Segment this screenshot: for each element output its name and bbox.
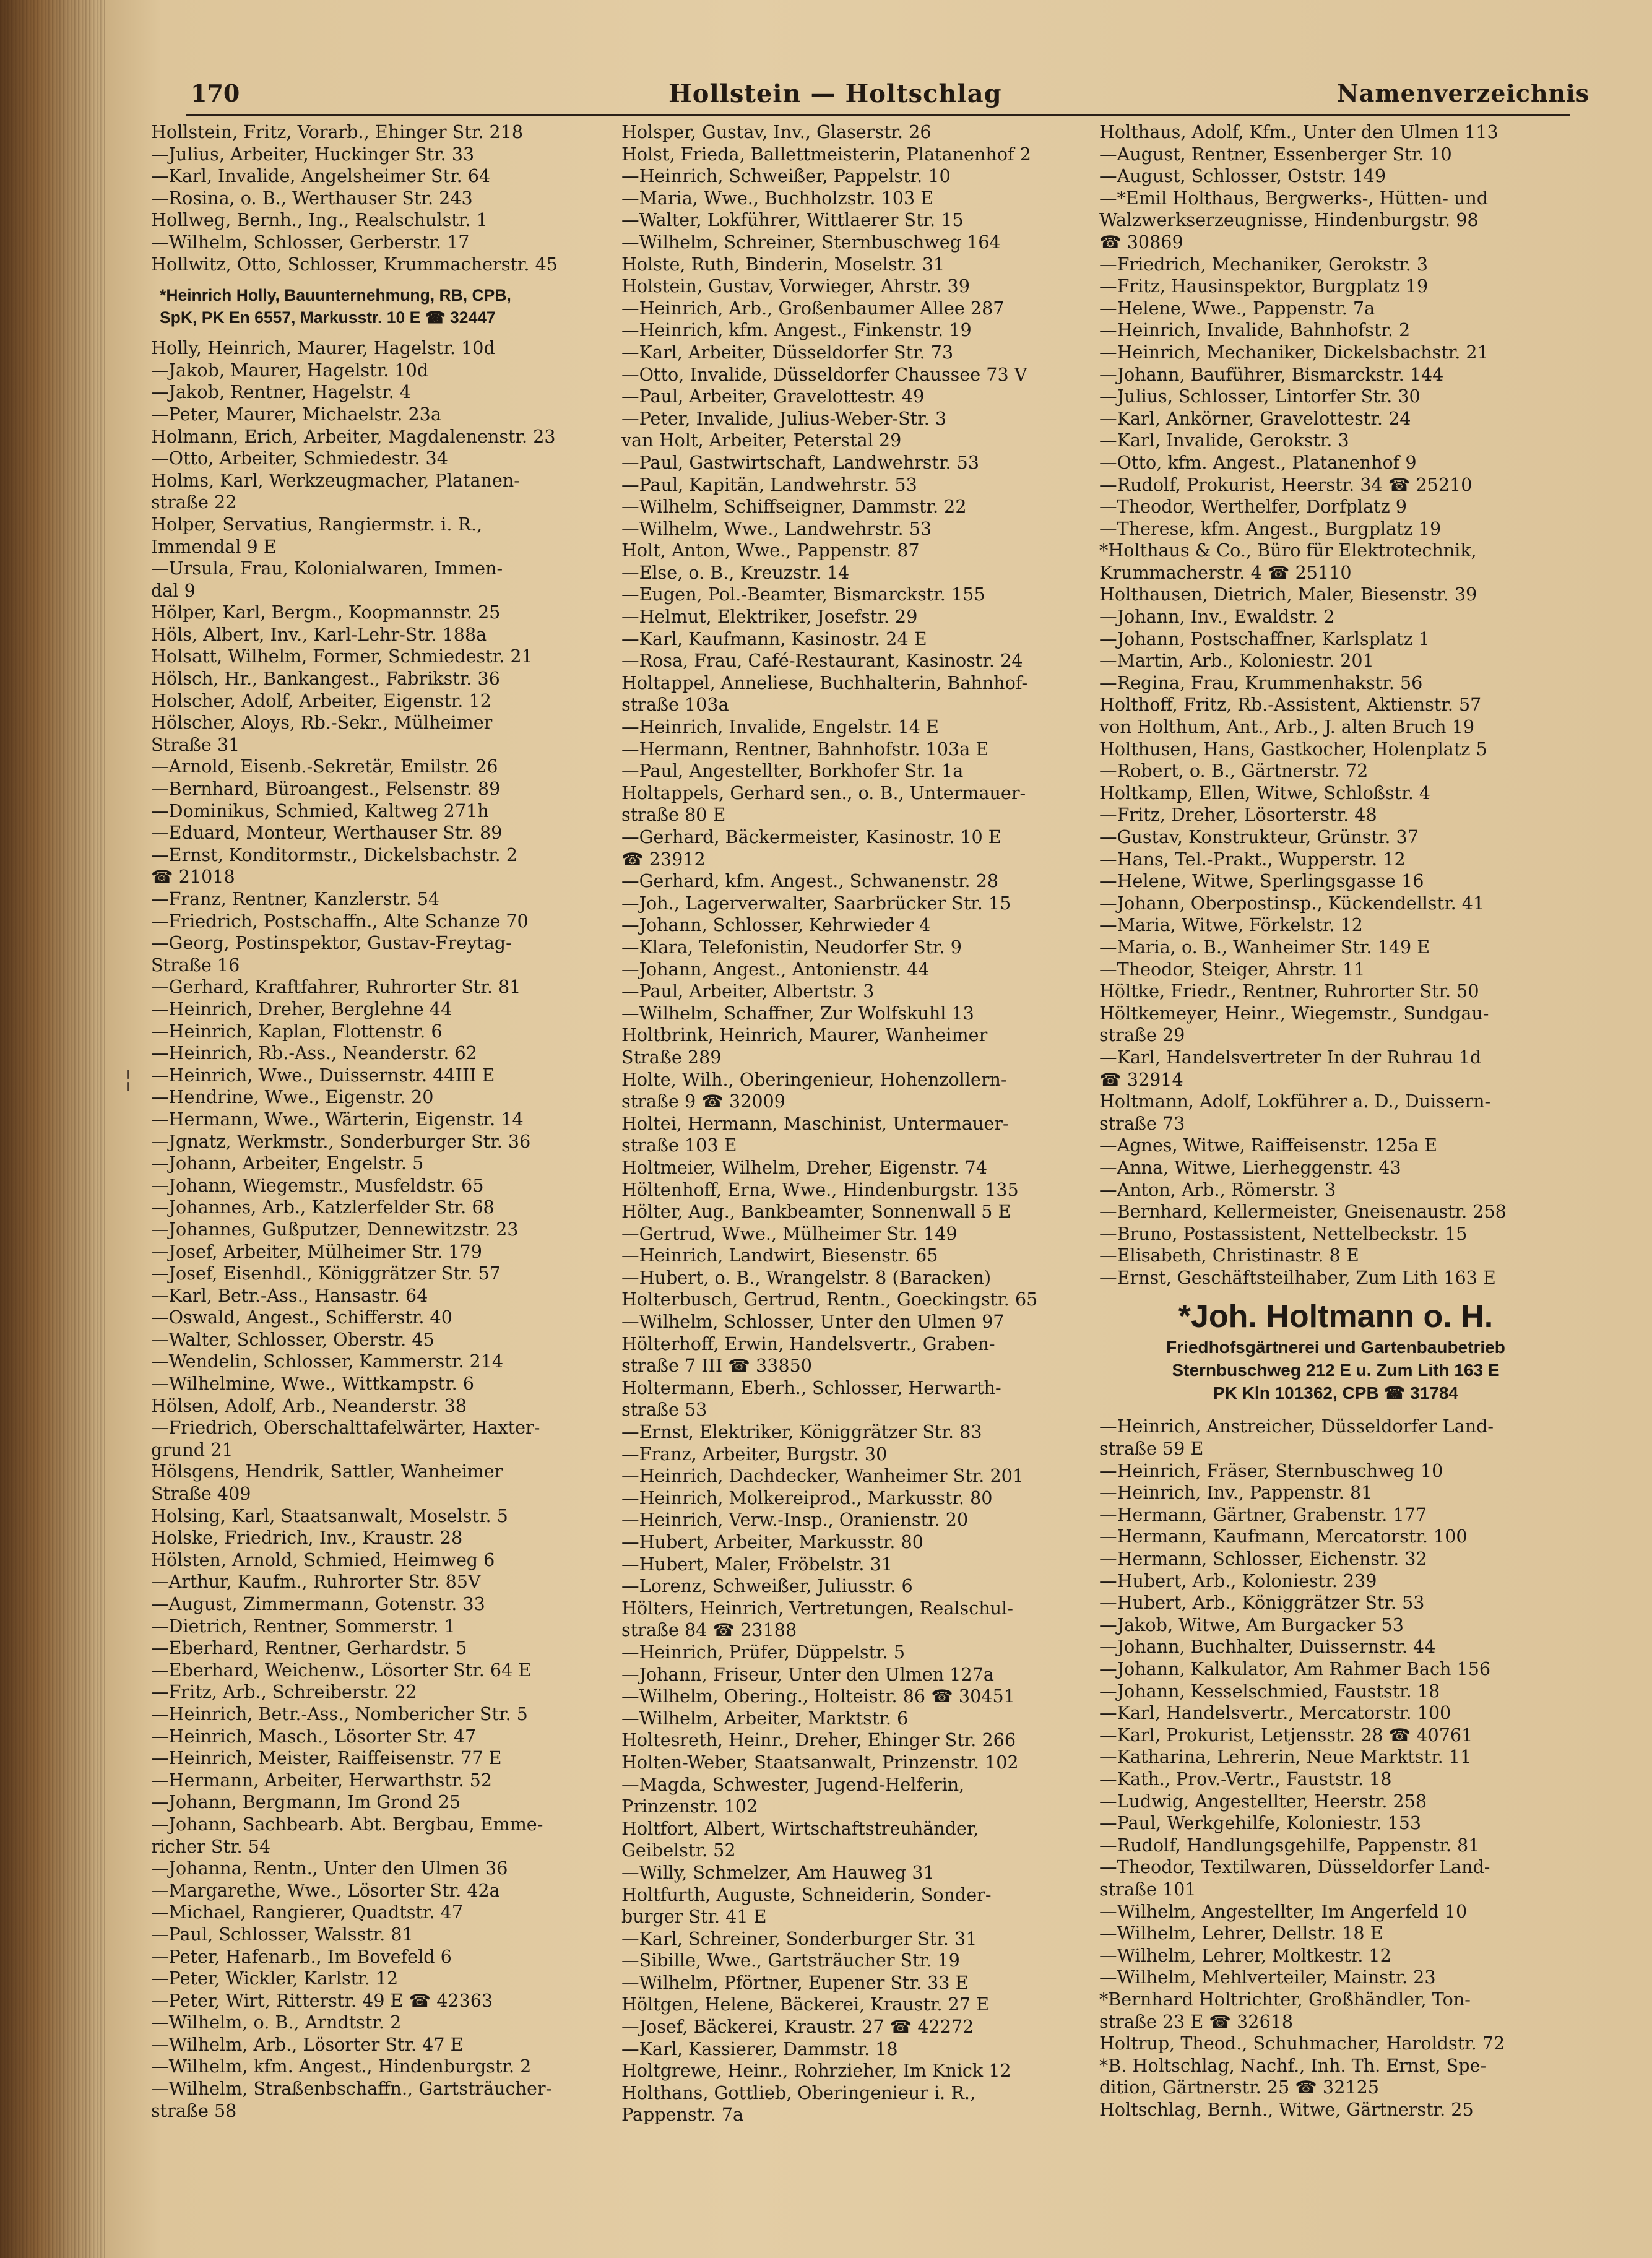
directory-entry: —Else, o. B., Kreuzstr. 14 xyxy=(621,561,850,583)
directory-entry: —Walter, Lokführer, Wittlaerer Str. 15 xyxy=(621,209,964,231)
directory-entry: Holten-Weber, Staatsanwalt, Prinzenstr. 102 xyxy=(621,1751,1019,1773)
directory-entry: Holtappels, Gerhard sen., o. B., Untermauer- xyxy=(621,782,1026,803)
directory-entry: Holthausen, Dietrich, Maler, Biesenstr. 39 xyxy=(1099,584,1477,605)
directory-entry: Holtfurth, Auguste, Schneiderin, Sonder- xyxy=(621,1884,992,1905)
directory-entry: —Heinrich, Molkereiprod., Markusstr. 80 xyxy=(621,1487,993,1508)
directory-entry: Holtmann, Adolf, Lokführer a. D., Duissern- xyxy=(1099,1091,1491,1112)
directory-entry: —Anna, Witwe, Lierheggenstr. 43 xyxy=(1099,1156,1401,1178)
directory-entry: —Agnes, Witwe, Raiffeisenstr. 125a E xyxy=(1099,1135,1438,1156)
directory-entry: —Johann, Schlosser, Kehrwieder 4 xyxy=(621,914,931,936)
directory-entry: —Margarethe, Wwe., Lösorter Str. 42a xyxy=(151,1879,500,1901)
directory-entry: —Wilhelm, Obering., Holteistr. 86 ☎ 30451 xyxy=(621,1685,1015,1707)
column-1 xyxy=(151,121,621,2122)
directory-entry: Hölters, Heinrich, Vertretungen, Realschul- xyxy=(621,1597,1013,1619)
directory-entry: Holtmeier, Wilhelm, Dreher, Eigenstr. 74 xyxy=(621,1156,988,1178)
directory-entry: —Bernhard, Büroangest., Felsenstr. 89 xyxy=(151,778,501,800)
directory-entry: —Karl, Invalide, Gerokstr. 3 xyxy=(1099,430,1349,451)
directory-entry: straße 103a xyxy=(621,694,729,716)
directory-entry: —Magda, Schwester, Jugend-Helferin, xyxy=(621,1773,965,1795)
directory-entry: —Karl, Arbeiter, Düsseldorfer Str. 73 xyxy=(621,341,954,363)
directory-entry: —August, Zimmermann, Gotenstr. 33 xyxy=(151,1593,485,1614)
directory-entry: —Paul, Kapitän, Landwehrstr. 53 xyxy=(621,474,917,495)
directory-entry: —Wilhelm, Wwe., Landwehrstr. 53 xyxy=(621,517,932,539)
directory-entry: straße 7 III ☎ 33850 xyxy=(621,1355,812,1377)
directory-entry: —Wilhelm, Straßenbschaffn., Gartsträucher- xyxy=(151,2078,552,2100)
directory-entry: —Johann, Wiegemstr., Musfeldstr. 65 xyxy=(151,1174,484,1196)
directory-entry: —Hubert, Maler, Fröbelstr. 31 xyxy=(621,1553,893,1575)
directory-entry: Holper, Servatius, Rangiermstr. i. R., xyxy=(151,513,483,535)
directory-entry: —Wilhelm, Schaffner, Zur Wolfskuhl 13 xyxy=(621,1002,974,1024)
directory-entry: Immendal 9 E xyxy=(151,535,277,557)
directory-entry: —Arnold, Eisenb.-Sekretär, Emilstr. 26 xyxy=(151,756,498,777)
directory-entry: —Gerhard, Bäckermeister, Kasinostr. 10 E xyxy=(621,826,1001,847)
directory-entry: —Johannes, Gußputzer, Dennewitzstr. 23 xyxy=(151,1218,519,1240)
directory-entry: Holste, Ruth, Binderin, Moselstr. 31 xyxy=(621,253,945,275)
directory-entry: Hölsten, Arnold, Schmied, Heimweg 6 xyxy=(151,1549,495,1570)
directory-entry: —Heinrich, Fräser, Sternbuschweg 10 xyxy=(1099,1460,1443,1481)
directory-entry: straße 73 xyxy=(1099,1112,1185,1134)
directory-entry: —Karl, Handelsvertreter In der Ruhrau 1d xyxy=(1099,1046,1482,1068)
directory-entry: —Josef, Eisenhdl., Königgrätzer Str. 57 xyxy=(151,1263,501,1284)
directory-entry: —Theodor, Steiger, Ahrstr. 11 xyxy=(1099,958,1365,980)
directory-entry: —Heinrich, Landwirt, Biesenstr. 65 xyxy=(621,1245,938,1266)
directory-entry: —Karl, Handelsvertr., Mercatorstr. 100 xyxy=(1099,1702,1451,1724)
directory-entry: Holly, Heinrich, Maurer, Hagelstr. 10d xyxy=(151,337,495,359)
directory-entry: —Johann, Angest., Antonienstr. 44 xyxy=(621,958,930,980)
directory-entry: —Heinrich, Mechaniker, Dickelsbachstr. 21 xyxy=(1099,341,1489,363)
directory-entry: —Dominikus, Schmied, Kaltweg 271h xyxy=(151,800,489,821)
directory-entry: —Hubert, Arb., Koloniestr. 239 xyxy=(1099,1570,1377,1591)
directory-entry: —Heinrich, Anstreicher, Düsseldorfer Land- xyxy=(1099,1416,1494,1437)
directory-entry: —Jakob, Rentner, Hagelstr. 4 xyxy=(151,381,411,403)
directory-entry: Holthans, Gottlieb, Oberingenieur i. R., xyxy=(621,2082,976,2103)
directory-entry: Straße 289 xyxy=(621,1046,722,1068)
directory-entry: —Heinrich, Verw.-Insp., Oranienstr. 20 xyxy=(621,1509,969,1531)
directory-entry: —Johann, Arbeiter, Engelstr. 5 xyxy=(151,1153,424,1174)
directory-entry: ☎ 21018 xyxy=(151,866,235,888)
directory-entry: —Wilhelm, Arbeiter, Marktstr. 6 xyxy=(621,1707,909,1729)
directory-entry: Holmann, Erich, Arbeiter, Magdalenenstr. 23 xyxy=(151,425,556,447)
directory-entry: Holsper, Gustav, Inv., Glaserstr. 26 xyxy=(621,121,932,142)
directory-entry: —Jakob, Maurer, Hagelstr. 10d xyxy=(151,359,429,381)
directory-entry: —Paul, Gastwirtschaft, Landwehrstr. 53 xyxy=(621,451,980,473)
directory-entry: —Maria, o. B., Wanheimer Str. 149 E xyxy=(1099,936,1430,958)
holtmann-advertisement xyxy=(1099,1289,1572,1416)
directory-entry: —Otto, Invalide, Düsseldorfer Chaussee 73 V xyxy=(621,363,1027,385)
directory-entry: —Josef, Bäckerei, Kraustr. 27 ☎ 42272 xyxy=(621,2016,974,2038)
directory-entry: —Ernst, Elektriker, Königgrätzer Str. 83 xyxy=(621,1421,982,1443)
directory-entry: —Eberhard, Weichenw., Lösorter Str. 64 E xyxy=(151,1659,532,1681)
directory-entry: *Bernhard Holtrichter, Großhändler, Ton- xyxy=(1099,1988,1471,2010)
directory-entry: burger Str. 41 E xyxy=(621,1906,767,1927)
directory-entry: —Rudolf, Handlungsgehilfe, Pappenstr. 81 xyxy=(1099,1834,1480,1856)
directory-entry: —Heinrich, Betr.-Ass., Nombericher Str. 5 xyxy=(151,1703,528,1724)
directory-entry: ☎ 23912 xyxy=(621,848,706,870)
directory-entry: —Paul, Arbeiter, Albertstr. 3 xyxy=(621,980,875,1002)
directory-entry: Hölsgens, Hendrik, Sattler, Wanheimer xyxy=(151,1461,503,1482)
directory-entry: —Anton, Arb., Römerstr. 3 xyxy=(1099,1179,1336,1200)
directory-entry: —Ernst, Konditormstr., Dickelsbachstr. 2 xyxy=(151,844,518,865)
directory-entry: Holte, Wilh., Oberingenieur, Hohenzollern- xyxy=(621,1068,1007,1090)
directory-entry: —Otto, Arbeiter, Schmiedestr. 34 xyxy=(151,448,448,469)
directory-entry: Hollweg, Bernh., Ing., Realschulstr. 1 xyxy=(151,209,488,231)
directory-entry: —Wilhelm, kfm. Angest., Hindenburgstr. 2 xyxy=(151,2056,532,2077)
directory-entry: Hölscher, Aloys, Rb.-Sekr., Mülheimer xyxy=(151,712,493,733)
directory-entry: —Johann, Oberpostinsp., Kückendellstr. 41 xyxy=(1099,892,1485,914)
directory-entry: —Heinrich, Kaplan, Flottenstr. 6 xyxy=(151,1020,443,1042)
directory-entry: Straße 409 xyxy=(151,1483,251,1505)
directory-entry: —Friedrich, Oberschalttafelwärter, Haxter- xyxy=(151,1417,540,1438)
directory-entry: —Therese, kfm. Angest., Burgplatz 19 xyxy=(1099,517,1442,539)
directory-entry: Holtesreth, Heinr., Dreher, Ehinger Str. 266 xyxy=(621,1729,1016,1751)
directory-entry: Holtgrewe, Heinr., Rohrzieher, Im Knick 12 xyxy=(621,2060,1011,2082)
directory-entry: —Johann, Friseur, Unter den Ulmen 127a xyxy=(621,1663,994,1685)
directory-entry: —Kath., Prov.-Vertr., Fauststr. 18 xyxy=(1099,1768,1392,1789)
directory-entry: —Heinrich, Inv., Pappenstr. 81 xyxy=(1099,1482,1373,1503)
directory-entry: —Johann, Bauführer, Bismarckstr. 144 xyxy=(1099,363,1444,385)
directory-entry: —Franz, Arbeiter, Burgstr. 30 xyxy=(621,1443,888,1464)
directory-entry: —Hermann, Arbeiter, Herwarthstr. 52 xyxy=(151,1769,492,1791)
directory-entry: —Heinrich, Invalide, Bahnhofstr. 2 xyxy=(1099,319,1411,341)
directory-entry: —Paul, Schlosser, Walsstr. 81 xyxy=(151,1923,413,1945)
directory-entry: —Karl, Invalide, Angelsheimer Str. 64 xyxy=(151,165,491,187)
directory-entry: Holtschlag, Bernh., Witwe, Gärtnerstr. 25 xyxy=(1099,2098,1474,2120)
directory-entry: —Joh., Lagerverwalter, Saarbrücker Str. 15 xyxy=(621,892,1011,914)
directory-entry: richer Str. 54 xyxy=(151,1835,271,1857)
directory-entry: straße 80 E xyxy=(621,804,726,826)
directory-entry: —Walter, Schlosser, Oberstr. 45 xyxy=(151,1328,435,1350)
directory-entry: Krummacherstr. 4 ☎ 25110 xyxy=(1099,561,1352,583)
margin-mark: ¦ xyxy=(124,1065,132,1093)
directory-entry: Geibelstr. 52 xyxy=(621,1840,736,1861)
directory-entry: —Karl, Kassierer, Dammstr. 18 xyxy=(621,2038,898,2059)
directory-entry: —Johann, Buchhalter, Duissernstr. 44 xyxy=(1099,1636,1436,1658)
directory-entry: —Ursula, Frau, Kolonialwaren, Immen- xyxy=(151,558,503,579)
directory-entry: —Heinrich, Meister, Raiffeisenstr. 77 E xyxy=(151,1747,502,1769)
ad-company-name: *Joh. Holtmann o. H. xyxy=(1178,1299,1494,1335)
directory-entry: ☎ 32914 xyxy=(1099,1068,1183,1090)
directory-entry: Hollstein, Fritz, Vorarb., Ehinger Str. 218 xyxy=(151,121,524,142)
directory-entry: Hollwitz, Otto, Schlosser, Krummacherstr. 45 xyxy=(151,253,558,275)
directory-entry: —Hermann, Kaufmann, Mercatorstr. 100 xyxy=(1099,1526,1468,1547)
directory-entry: Holstein, Gustav, Vorwieger, Ahrstr. 39 xyxy=(621,275,970,297)
directory-entry: Höltkemeyer, Heinr., Wiegemstr., Sundgau- xyxy=(1099,1002,1489,1024)
directory-entry: —Julius, Schlosser, Lintorfer Str. 30 xyxy=(1099,386,1421,407)
ad-line: PK Kln 101362, CPB ☎ 31784 xyxy=(1213,1383,1458,1403)
directory-entry: —Rosina, o. B., Werthauser Str. 243 xyxy=(151,187,473,209)
directory-entry: grund 21 xyxy=(151,1438,233,1460)
directory-entry: —Karl, Ankörner, Gravelottestr. 24 xyxy=(1099,407,1411,429)
directory-entry: Hölterhoff, Erwin, Handelsvertr., Graben- xyxy=(621,1333,995,1354)
directory-entry: straße 103 E xyxy=(621,1135,737,1156)
directory-entry: Holthaus, Adolf, Kfm., Unter den Ulmen 113 xyxy=(1099,121,1498,142)
directory-entry: —Maria, Wwe., Buchholzstr. 103 E xyxy=(621,187,934,209)
directory-entry: Holtei, Hermann, Maschinist, Untermauer- xyxy=(621,1112,1009,1134)
directory-entry: —Arthur, Kaufm., Ruhrorter Str. 85V xyxy=(151,1571,481,1593)
directory-entry: Hölsch, Hr., Bankangest., Fabrikstr. 36 xyxy=(151,668,500,690)
directory-entry: Holtfort, Albert, Wirtschaftstreuhänder, xyxy=(621,1817,979,1839)
directory-entry: —Heinrich, kfm. Angest., Finkenstr. 19 xyxy=(621,319,972,341)
directory-entry: —Gertrud, Wwe., Mülheimer Str. 149 xyxy=(621,1222,958,1244)
directory-entry: Holsatt, Wilhelm, Former, Schmiedestr. 21 xyxy=(151,646,533,667)
directory-entry: straße 59 E xyxy=(1099,1438,1204,1460)
directory-entry: Holst, Frieda, Ballettmeisterin, Platanenhof 2 xyxy=(621,143,1031,165)
directory-entry: —Josef, Arbeiter, Mülheimer Str. 179 xyxy=(151,1240,482,1262)
directory-entry: —Karl, Schreiner, Sonderburger Str. 31 xyxy=(621,1927,977,1949)
directory-entry: Holt, Anton, Wwe., Pappenstr. 87 xyxy=(621,540,920,561)
directory-entry: Höltke, Friedr., Rentner, Ruhrorter Str. 50 xyxy=(1099,980,1479,1002)
directory-entry: Holsing, Karl, Staatsanwalt, Moselstr. 5 xyxy=(151,1505,508,1526)
directory-entry: —Johann, Kalkulator, Am Rahmer Bach 156 xyxy=(1099,1658,1491,1679)
directory-entry: —Wendelin, Schlosser, Kammerstr. 214 xyxy=(151,1351,504,1372)
directory-entry: Holterbusch, Gertrud, Rentn., Goeckingstr. 65 xyxy=(621,1289,1038,1310)
directory-entry: —Eduard, Monteur, Werthauser Str. 89 xyxy=(151,822,503,844)
directory-entry: Höltenhoff, Erna, Wwe., Hindenburgstr. 135 xyxy=(621,1179,1019,1200)
directory-entry: —Heinrich, Schweißer, Pappelstr. 10 xyxy=(621,165,951,187)
directory-entry: —Otto, kfm. Angest., Platanenhof 9 xyxy=(1099,451,1417,473)
directory-entry: Höls, Albert, Inv., Karl-Lehr-Str. 188a xyxy=(151,623,487,645)
directory-entry: —Johannes, Arb., Katzlerfelder Str. 68 xyxy=(151,1196,495,1218)
directory-entry: —Karl, Betr.-Ass., Hansastr. 64 xyxy=(151,1284,428,1306)
directory-entry: —Johann, Bergmann, Im Grond 25 xyxy=(151,1791,461,1813)
directory-entry: —Karl, Kaufmann, Kasinostr. 24 E xyxy=(621,628,927,649)
directory-entry: von Holthum, Ant., Arb., J. alten Bruch 19 xyxy=(1099,716,1475,738)
directory-entry: —Michael, Rangierer, Quadtstr. 47 xyxy=(151,1901,464,1923)
directory-entry: —Gerhard, Kraftfahrer, Ruhrorter Str. 81 xyxy=(151,976,521,998)
running-title: Hollstein — Holtschlag xyxy=(668,79,1002,108)
directory-entry: Holtappel, Anneliese, Buchhalterin, Bahnhof- xyxy=(621,672,1028,693)
directory-entry: —Klara, Telefonistin, Neudorfer Str. 9 xyxy=(621,936,962,958)
directory-entry: —Heinrich, Prüfer, Düppelstr. 5 xyxy=(621,1641,906,1663)
directory-entry: —Rosa, Frau, Café-Restaurant, Kasinostr. 24 xyxy=(621,650,1023,672)
directory-entry: —Wilhelm, o. B., Arndtstr. 2 xyxy=(151,2012,402,2033)
directory-entry: —Jakob, Witwe, Am Burgacker 53 xyxy=(1099,1614,1404,1635)
directory-entry: —Hendrine, Wwe., Eigenstr. 20 xyxy=(151,1086,434,1108)
directory-entry: Hölper, Karl, Bergm., Koopmannstr. 25 xyxy=(151,602,501,623)
directory-entry: —Franz, Rentner, Kanzlerstr. 54 xyxy=(151,888,440,909)
directory-entry: —*Emil Holthaus, Bergwerks-, Hütten- und xyxy=(1099,187,1489,209)
directory-entry: —Johanna, Rentn., Unter den Ulmen 36 xyxy=(151,1858,508,1879)
directory-entry: —Heinrich, Dachdecker, Wanheimer Str. 201 xyxy=(621,1465,1024,1487)
directory-entry: Holtkamp, Ellen, Witwe, Schloßstr. 4 xyxy=(1099,782,1431,803)
directory-entry: —Georg, Postinspektor, Gustav-Freytag- xyxy=(151,932,512,954)
directory-entry: —Theodor, Textilwaren, Düsseldorfer Land- xyxy=(1099,1856,1490,1878)
directory-entry: —Peter, Hafenarb., Im Bovefeld 6 xyxy=(151,1945,452,1967)
directory-entry: straße 23 E ☎ 32618 xyxy=(1099,2010,1294,2032)
directory-entry: —Rudolf, Prokurist, Heerstr. 34 ☎ 25210 xyxy=(1099,474,1473,495)
directory-entry: —Fritz, Dreher, Lösorterstr. 48 xyxy=(1099,804,1377,826)
directory-entry: —Willy, Schmelzer, Am Hauweg 31 xyxy=(621,1861,935,1883)
directory-entry: —Hans, Tel.-Prakt., Wupperstr. 12 xyxy=(1099,848,1406,870)
directory-entry: —Eugen, Pol.-Beamter, Bismarckstr. 155 xyxy=(621,584,985,605)
directory-entry: —Johann, Postschaffner, Karlsplatz 1 xyxy=(1099,628,1430,649)
directory-entry: *Holthaus & Co., Büro für Elektrotechnik, xyxy=(1099,540,1477,561)
directory-entry: —Ludwig, Angestellter, Heerstr. 258 xyxy=(1099,1790,1427,1812)
directory-entry: —Elisabeth, Christinastr. 8 E xyxy=(1099,1245,1359,1266)
directory-entry: —Peter, Maurer, Michaelstr. 23a xyxy=(151,403,441,425)
directory-entry: —Hermann, Gärtner, Grabenstr. 177 xyxy=(1099,1503,1427,1525)
directory-entry: Holske, Friedrich, Inv., Kraustr. 28 xyxy=(151,1527,463,1549)
directory-entry: —Ernst, Geschäftsteilhaber, Zum Lith 163 E xyxy=(1099,1266,1496,1288)
directory-entry: ☎ 30869 xyxy=(1099,231,1183,253)
directory-entry: —August, Schlosser, Oststr. 149 xyxy=(1099,165,1386,187)
directory-entry: —Maria, Witwe, Förkelstr. 12 xyxy=(1099,914,1363,936)
directory-entry: —Helmut, Elektriker, Josefstr. 29 xyxy=(621,606,918,628)
directory-entry: Holtbrink, Heinrich, Maurer, Wanheimer xyxy=(621,1024,988,1046)
directory-entry: —Wilhelm, Lehrer, Moltkestr. 12 xyxy=(1099,1944,1391,1966)
directory-entry: —Oswald, Angest., Schifferstr. 40 xyxy=(151,1307,452,1328)
directory-entry: —Robert, o. B., Gärtnerstr. 72 xyxy=(1099,760,1369,782)
directory-entry: —Johann, Kesselschmied, Fauststr. 18 xyxy=(1099,1680,1440,1702)
directory-entry: Holms, Karl, Werkzeugmacher, Platanen- xyxy=(151,469,520,491)
directory-entry: —Wilhelm, Mehlverteiler, Mainstr. 23 xyxy=(1099,1966,1436,1988)
directory-entry: —Wilhelm, Schreiner, Sternbuschweg 164 xyxy=(621,231,1001,253)
directory-entry: straße 53 xyxy=(621,1399,707,1421)
ad-line: Friedhofsgärtnerei und Gartenbaubetrieb xyxy=(1166,1338,1505,1357)
directory-entry: —Fritz, Arb., Schreiberstr. 22 xyxy=(151,1681,417,1703)
directory-entry: Hölter, Aug., Bankbeamter, Sonnenwall 5 E xyxy=(621,1201,1011,1222)
directory-entry: —Gustav, Konstrukteur, Grünstr. 37 xyxy=(1099,826,1419,847)
directory-entry: —Jgnatz, Werkmstr., Sonderburger Str. 36 xyxy=(151,1130,531,1152)
directory-entry: —Martin, Arb., Koloniestr. 201 xyxy=(1099,650,1374,672)
directory-entry: —Lorenz, Schweißer, Juliusstr. 6 xyxy=(621,1575,913,1597)
directory-entry: —Fritz, Hausinspektor, Burgplatz 19 xyxy=(1099,275,1429,297)
directory-entry: —Friedrich, Mechaniker, Gerokstr. 3 xyxy=(1099,253,1429,275)
directory-entry: —Peter, Wickler, Karlstr. 12 xyxy=(151,1968,399,1989)
directory-entry: —Hermann, Schlosser, Eichenstr. 32 xyxy=(1099,1548,1427,1570)
ad-line: SpK, PK En 6557, Markusstr. 10 E ☎ 32447 xyxy=(160,308,496,327)
directory-entry: —Julius, Arbeiter, Huckinger Str. 33 xyxy=(151,143,475,165)
directory-entry: —Johann, Inv., Ewaldstr. 2 xyxy=(1099,606,1335,628)
directory-entry: dal 9 xyxy=(151,579,196,601)
directory-entry: —Wilhelmine, Wwe., Wittkampstr. 6 xyxy=(151,1373,474,1395)
directory-entry: —Johann, Sachbearb. Abt. Bergbau, Emme- xyxy=(151,1813,543,1835)
directory-entry: Walzwerkserzeugnisse, Hindenburgstr. 98 xyxy=(1099,209,1479,231)
directory-entry: van Holt, Arbeiter, Peterstal 29 xyxy=(621,430,902,451)
directory-entry: —Wilhelm, Schlosser, Gerberstr. 17 xyxy=(151,231,470,253)
directory-entry: —Paul, Werkgehilfe, Koloniestr. 153 xyxy=(1099,1812,1422,1834)
column-2 xyxy=(621,121,1089,2126)
directory-entry: —Wilhelm, Schlosser, Unter den Ulmen 97 xyxy=(621,1311,1005,1333)
directory-entry: —Eberhard, Rentner, Gerhardstr. 5 xyxy=(151,1637,467,1659)
directory-entry: —Heinrich, Rb.-Ass., Neanderstr. 62 xyxy=(151,1042,477,1064)
directory-entry: —Paul, Angestellter, Borkhofer Str. 1a xyxy=(621,760,964,782)
directory-entry: Holtermann, Eberh., Schlosser, Herwarth- xyxy=(621,1377,1001,1398)
directory-entry: Pappenstr. 7a xyxy=(621,2104,744,2126)
directory-entry: —Heinrich, Invalide, Engelstr. 14 E xyxy=(621,716,939,738)
directory-entry: —Helene, Witwe, Sperlingsgasse 16 xyxy=(1099,870,1424,892)
directory-entry: —Friedrich, Postschaffn., Alte Schanze 70 xyxy=(151,910,529,932)
directory-entry: —Wilhelm, Schiffseigner, Dammstr. 22 xyxy=(621,496,967,517)
directory-entry: —Heinrich, Masch., Lösorter Str. 47 xyxy=(151,1725,477,1747)
directory-entry: —Heinrich, Wwe., Duissernstr. 44III E xyxy=(151,1064,495,1086)
directory-entry: Holtrup, Theod., Schuhmacher, Haroldstr. 72 xyxy=(1099,2033,1505,2054)
directory-entry: —Theodor, Werthelfer, Dorfplatz 9 xyxy=(1099,496,1407,517)
directory-entry: straße 58 xyxy=(151,2100,237,2121)
directory-entry: Holthoff, Fritz, Rb.-Assistent, Aktienstr. 57 xyxy=(1099,694,1482,716)
directory-entry: —Wilhelm, Pförtner, Eupener Str. 33 E xyxy=(621,1971,969,1993)
directory-entry: —Dietrich, Rentner, Sommerstr. 1 xyxy=(151,1615,456,1637)
page-number: 170 xyxy=(191,79,240,107)
directory-entry: Hölsen, Adolf, Arb., Neanderstr. 38 xyxy=(151,1395,467,1416)
directory-entry: —Katharina, Lehrerin, Neue Marktstr. 11 xyxy=(1099,1746,1472,1768)
directory-entry: —Karl, Prokurist, Letjensstr. 28 ☎ 40761 xyxy=(1099,1724,1473,1745)
directory-entry: dition, Gärtnerstr. 25 ☎ 32125 xyxy=(1099,2077,1379,2098)
header-rule xyxy=(186,114,1570,116)
directory-entry: straße 84 ☎ 23188 xyxy=(621,1619,797,1641)
directory-entry: —Heinrich, Arb., Großenbaumer Allee 287 xyxy=(621,297,1005,319)
ad-line: *Heinrich Holly, Bauunternehmung, RB, CPB, xyxy=(160,286,511,305)
directory-entry: —Hubert, Arb., Königgrätzer Str. 53 xyxy=(1099,1592,1425,1614)
directory-entry: straße 9 ☎ 32009 xyxy=(621,1091,785,1112)
directory-entry: —Hubert, o. B., Wrangelstr. 8 (Baracken) xyxy=(621,1266,992,1288)
column-3 xyxy=(1099,121,1572,2121)
directory-entry: —Heinrich, Dreher, Berglehne 44 xyxy=(151,998,452,1019)
directory-entry: Holthusen, Hans, Gastkocher, Holenplatz 5 xyxy=(1099,738,1487,759)
directory-entry: —Hermann, Rentner, Bahnhofstr. 103a E xyxy=(621,738,989,759)
directory-entry: Prinzenstr. 102 xyxy=(621,1796,758,1817)
directory-entry: —Bruno, Postassistent, Nettelbeckstr. 15 xyxy=(1099,1222,1468,1244)
directory-entry: straße 101 xyxy=(1099,1878,1196,1900)
directory-entry: —Hermann, Wwe., Wärterin, Eigenstr. 14 xyxy=(151,1108,524,1130)
directory-entry: —August, Rentner, Essenberger Str. 10 xyxy=(1099,143,1452,165)
directory-entry: straße 22 xyxy=(151,491,237,513)
directory-entry: straße 29 xyxy=(1099,1024,1185,1046)
directory-entry: —Paul, Arbeiter, Gravelottestr. 49 xyxy=(621,386,925,407)
directory-entry: —Wilhelm, Angestellter, Im Angerfeld 10 xyxy=(1099,1900,1468,1922)
directory-entry: Holscher, Adolf, Arbeiter, Eigenstr. 12 xyxy=(151,690,491,711)
ad-line: Sternbuschweg 212 E u. Zum Lith 163 E xyxy=(1172,1360,1500,1380)
directory-entry: *B. Holtschlag, Nachf., Inh. Th. Ernst, Spe- xyxy=(1099,2054,1487,2076)
business-advertisement xyxy=(151,275,621,337)
directory-entry: Höltgen, Helene, Bäckerei, Kraustr. 27 E xyxy=(621,1994,989,2015)
directory-entry: —Gerhard, kfm. Angest., Schwanenstr. 28 xyxy=(621,870,999,892)
directory-entry: —Helene, Wwe., Pappenstr. 7a xyxy=(1099,297,1375,319)
directory-entry: —Sibille, Wwe., Gartsträucher Str. 19 xyxy=(621,1950,960,1971)
section-title: Namenverzeichnis xyxy=(1337,79,1590,107)
directory-entry: —Regina, Frau, Krummenhakstr. 56 xyxy=(1099,672,1423,693)
directory-entry: —Wilhelm, Arb., Lösorter Str. 47 E xyxy=(151,2033,464,2055)
directory-entry: Straße 31 xyxy=(151,733,240,755)
directory-entry: —Wilhelm, Lehrer, Dellstr. 18 E xyxy=(1099,1923,1383,1944)
directory-entry: —Hubert, Arbeiter, Markusstr. 80 xyxy=(621,1531,923,1552)
directory-entry: —Bernhard, Kellermeister, Gneisenaustr. 258 xyxy=(1099,1201,1507,1222)
directory-entry: —Peter, Wirt, Ritterstr. 49 E ☎ 42363 xyxy=(151,1989,493,2011)
directory-entry: —Peter, Invalide, Julius-Weber-Str. 3 xyxy=(621,407,947,429)
directory-entry: Straße 16 xyxy=(151,954,240,975)
